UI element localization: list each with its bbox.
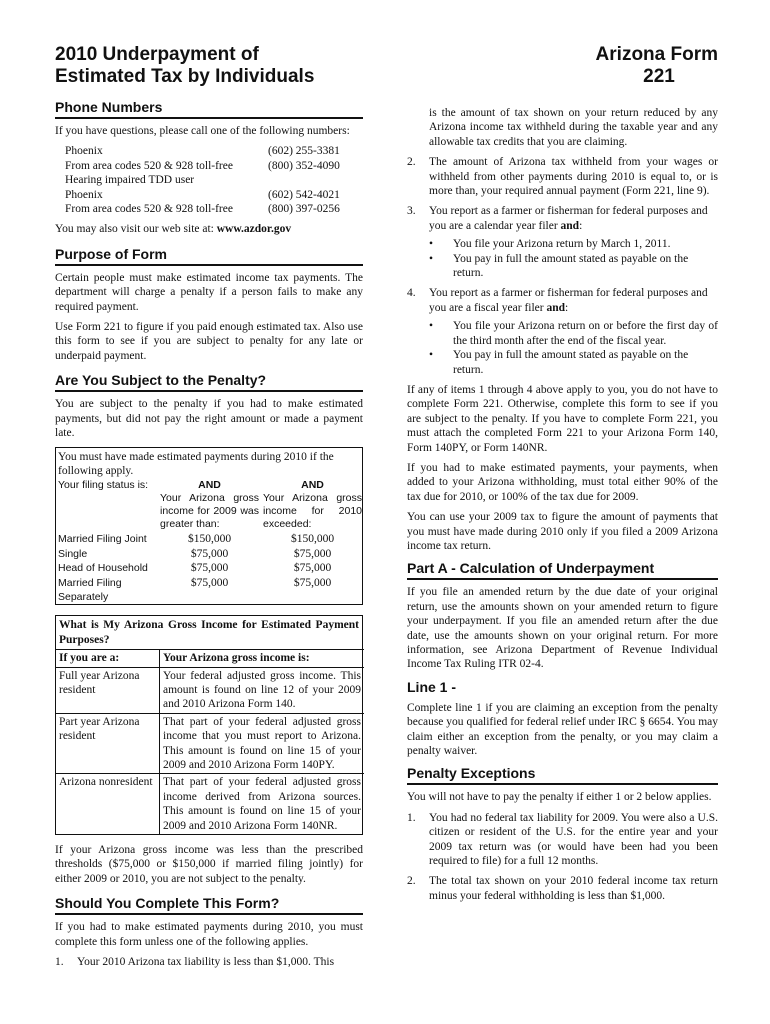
exception-list-item4: [407, 286, 718, 315]
purpose-paragraph-2: Use Form 221 to figure if you paid enough estimated tax. Also use this form to see if you are subject to penalty for any late or underpaid payment.: [55, 321, 363, 362]
list-text: The total tax shown on your 2010 federal income tax return minus your federal withholding is less than $1,000.: [429, 875, 718, 902]
list-item: [407, 155, 718, 198]
item3-bullets: [407, 237, 718, 280]
left-column: [55, 98, 363, 975]
income-2009-header-text: Your Arizona gross income for 2009 was greater than:: [160, 492, 259, 531]
form-title: [55, 44, 395, 88]
purpose-paragraph-1: Certain people must make estimated income tax payments. The department will charge a penalty if a person fails to make any required payment.: [55, 271, 363, 313]
purpose-heading: Purpose of Form: [55, 245, 363, 266]
form-id: [560, 44, 718, 88]
filing-status-cell: Head of Household: [58, 562, 148, 575]
income-2009-cell: $150,000: [187, 533, 232, 546]
filing-table-grid: [56, 478, 362, 604]
line1-heading: Line 1 -: [407, 678, 457, 695]
bullet-icon: •: [429, 238, 434, 251]
list-number: 4.: [407, 287, 416, 300]
item3-colon: :: [579, 219, 583, 232]
filing-status-cell: Single: [58, 547, 88, 560]
phone-number: [268, 173, 363, 187]
income-2010-cell: $75,000: [293, 576, 332, 589]
income-2010-header-text: Your Arizona gross income for 2010 exceeded:: [263, 492, 362, 531]
list-number: 1.: [55, 956, 64, 969]
item3-and: and: [560, 219, 580, 232]
and-label: AND: [198, 479, 221, 492]
list-item: [55, 955, 363, 969]
income-2010-cell: $75,000: [293, 562, 332, 575]
list-number: 3.: [407, 205, 416, 218]
gross-income-grid: [56, 649, 362, 834]
income-2010-cell: $75,000: [293, 547, 332, 560]
form-title-line1: 2010 Underpayment of: [55, 44, 259, 65]
bullet-item: [429, 237, 718, 251]
and-label: AND: [301, 479, 324, 492]
items-apply-paragraph: If any of items 1 through 4 above apply to you, you do not have to complete Form 221. Otherwise, complete this form to see if you are subject to the penalty. If you have to complete Form 221, you must attach the completed Form 221 to your Arizona Form 140, Form 140PY, or Form 140NR.: [407, 383, 718, 454]
bullet-item: [429, 348, 718, 377]
income-2009-header: [158, 478, 261, 532]
right-column: [407, 106, 718, 909]
gross-income-cell: That part of your federal adjusted gross income derived from Arizona sources. This amount is found on line 15 of your 2009 and 2010 Arizona Form 140NR.: [159, 773, 364, 834]
phone-intro: If you have questions, please call one of the following numbers:: [55, 125, 350, 137]
item4-and: and: [546, 301, 566, 314]
website-link[interactable]: www.azdor.gov: [216, 223, 292, 236]
income-2009-cell: $75,000: [190, 576, 229, 589]
list-number: 1.: [407, 811, 416, 824]
list-number: 2.: [407, 156, 416, 169]
bullet-icon: •: [429, 349, 434, 362]
item4-text: You report as a farmer or fisherman for federal purposes and you are a fiscal year filer: [429, 287, 708, 314]
phone-numbers-heading: Phone Numbers: [55, 98, 363, 119]
gross-income-question: What is My Arizona Gross Income for Estimated Payment Purposes?: [59, 619, 359, 646]
form-title-line2: Estimated Tax by Individuals: [55, 66, 315, 87]
payment-percent-paragraph: If you had to make estimated payments, your payments, when added to your Arizona withholding, must total either 90% of the tax due for 2010, or 100% of the tax due for 2009.: [407, 461, 718, 503]
phone-label: Hearing impaired TDD user: [65, 174, 195, 187]
list-number: 2.: [407, 875, 416, 888]
bullet-text: You file your Arizona return by March 1, 2011.: [453, 238, 671, 251]
filing-status-cell: Married Filing Separately: [58, 576, 122, 603]
penalty-exceptions-heading: Penalty Exceptions: [407, 764, 718, 785]
phone-row: [65, 202, 363, 216]
phone-list: [55, 144, 363, 216]
gross-income-header: Your Arizona gross income is:: [159, 649, 364, 666]
penalty-exceptions-paragraph: You will not have to pay the penalty if either 1 or 2 below applies.: [407, 791, 712, 804]
resident-type-cell: Arizona nonresident: [56, 773, 159, 834]
bullet-item: [429, 252, 718, 281]
list-text: Your 2010 Arizona tax liability is less than $1,000. This: [77, 956, 335, 969]
item1-continuation: is the amount of tax shown on your return reduced by any Arizona income tax withheld during the taxable year and any allowable tax credits that you are claiming.: [429, 107, 718, 148]
income-2009-cell: $75,000: [190, 562, 229, 575]
phone-number: (800) 352-4090: [268, 159, 340, 172]
list-item: [407, 811, 718, 869]
item4-bullets: [407, 319, 718, 377]
complete-form-heading: Should You Complete This Form?: [55, 894, 363, 915]
phone-label: From area codes 520 & 928 toll-free: [65, 203, 233, 216]
website-prefix: You may also visit our web site at:: [55, 223, 217, 236]
line1-paragraph: Complete line 1 if you are claiming an exception from the penalty because you qualified for federal relief under IRC § 6654. You may claim either an exception from the penalty, or you may claim a penalty waiver.: [407, 701, 718, 758]
filing-table-intro: You must have made estimated payments during 2010 if the following apply.: [58, 450, 334, 477]
bullet-icon: •: [429, 252, 434, 265]
list-text: [429, 286, 718, 315]
item3-text: You report as a farmer or fisherman for federal purposes and you are a calendar year filer: [429, 205, 708, 232]
gross-income-table: [55, 615, 363, 835]
resident-type-cell: Part year Arizona resident: [56, 713, 159, 774]
phone-row: [65, 188, 363, 202]
prior-year-paragraph: You can use your 2009 tax to figure the amount of payments that you must have made during 2010 only if you filed a 2009 Arizona income tax return.: [407, 511, 718, 552]
item4-colon: :: [565, 301, 569, 314]
income-2010-cell: $150,000: [290, 533, 335, 546]
complete-form-paragraph: If you had to make estimated payments during 2010, you must complete this form unless one of the following applies.: [55, 921, 363, 948]
resident-type-header: If you are a:: [56, 649, 159, 666]
bullet-text: You pay in full the amount stated as payable on the return.: [453, 349, 689, 376]
list-item: [407, 286, 718, 315]
phone-row: [65, 144, 363, 158]
website-line: [55, 222, 363, 236]
list-text: [429, 204, 718, 233]
phone-label: From area codes 520 & 928 toll-free: [65, 159, 233, 172]
income-2010-header: [261, 478, 364, 532]
filing-status-cell: Married Filing Joint: [58, 533, 147, 546]
exception-list-start: [55, 955, 363, 969]
phone-number: (602) 542-4021: [268, 188, 340, 201]
phone-number: (800) 397-0256: [268, 203, 340, 216]
form-name: Arizona Form: [595, 44, 718, 65]
filing-status-header: Your filing status is:: [58, 479, 149, 492]
form-number: 221: [643, 66, 675, 87]
bullet-item: [429, 319, 718, 348]
bullet-text: You pay in full the amount stated as payable on the return.: [453, 252, 689, 280]
list-item: [407, 204, 718, 233]
bullet-text: You file your Arizona return on or before the first day of the third month after the end of the fiscal year.: [453, 320, 718, 347]
phone-row: [65, 173, 363, 187]
exception-list-cont: [407, 155, 718, 233]
list-text: You had no federal tax liability for 2009. You were also a U.S. citizen or resident of the U.S. for the entire year and your 2009 tax return was (or would have been had you been required to file) for a full 12 months.: [429, 811, 718, 868]
list-item: [407, 874, 718, 903]
phone-label: Phoenix: [65, 188, 103, 201]
bullet-icon: •: [429, 320, 434, 333]
subject-paragraph: You are subject to the penalty if you had to make estimated payments, but did not pay the right amount or made a payment late.: [55, 398, 363, 440]
income-2009-cell: $75,000: [190, 547, 229, 560]
part-a-paragraph: If you file an amended return by the due date of your original return, use the amounts shown on your amended return to figure your underpayment. If you file an amended return after the due date, use the amounts shown on your original return. For more information, see Arizona Department of Revenue Individual Income Tax Ruling ITR 02-4.: [407, 586, 718, 671]
list-text: The amount of Arizona tax withheld from your wages or withheld from other payments during 2010 is equal to, or is more than, your required annual payment (Form 221, line 9).: [429, 156, 718, 198]
phone-number: (602) 255-3381: [268, 145, 340, 158]
penalty-exceptions-list: [407, 811, 718, 903]
gross-income-cell: Your federal adjusted gross income. This amount is found on line 12 of your 2009 and 2010 Arizona Form 140.: [159, 667, 364, 713]
phone-row: [65, 159, 363, 173]
filing-status-table: [55, 447, 363, 606]
resident-type-cell: Full year Arizona resident: [56, 667, 159, 713]
part-a-heading: Part A - Calculation of Underpayment: [407, 559, 718, 580]
threshold-note: If your Arizona gross income was less than the prescribed thresholds ($75,000 or $150,000 if married filing jointly) for either 2009 or 2010, you are not subject to the penalty.: [55, 844, 363, 885]
phone-label: Phoenix: [65, 145, 103, 158]
gross-income-cell: That part of your federal adjusted gross income that you must report to Arizona. This amount is found on line 15 of your 2009 and 2010 Arizona Form 140PY.: [159, 713, 364, 774]
subject-heading: Are You Subject to the Penalty?: [55, 371, 363, 392]
